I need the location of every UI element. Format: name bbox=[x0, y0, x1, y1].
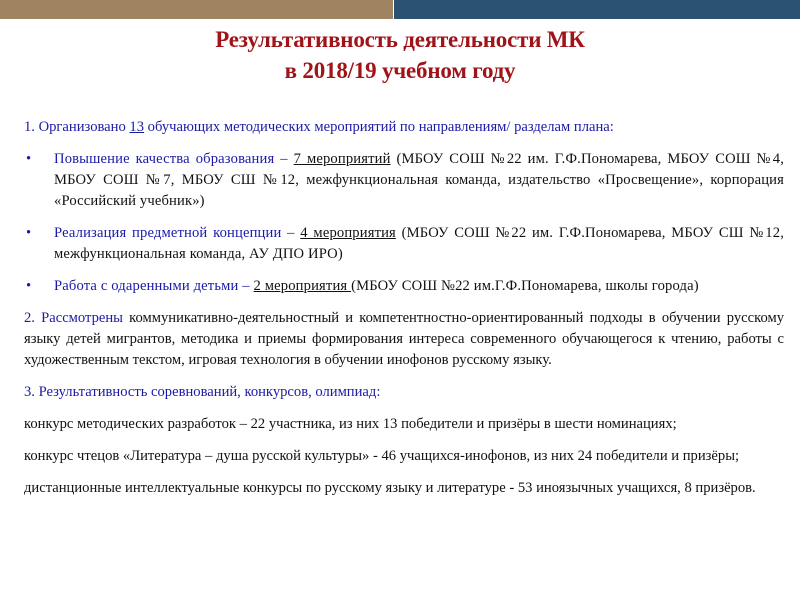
contest-item: конкурс методических разработок – 22 участника, из них 13 победители и призёры в шести номинациях; bbox=[24, 416, 677, 432]
bullet-label: Повышение качества образования – bbox=[54, 151, 294, 167]
contest-item: дистанционные интеллектуальные конкурсы по русскому языку и литературе - 53 иноязычных учащихся, 8 призёров. bbox=[24, 480, 756, 496]
bullet-icon: • bbox=[26, 225, 32, 241]
slide-content bbox=[24, 117, 784, 510]
header-bar-left bbox=[0, 0, 393, 19]
page-title bbox=[0, 24, 800, 86]
list-item bbox=[24, 276, 784, 297]
bullet-details: (МБОУ СОШ №22 им.Г.Ф.Пономарева, школы города) bbox=[351, 278, 699, 294]
contest-item: конкурс чтецов «Литература – душа русской культуры» - 46 учащихся-инофонов, из них 24 победители и призёры; bbox=[24, 448, 740, 464]
list-item bbox=[24, 223, 784, 265]
title-line-1: Результативность деятельности МК bbox=[215, 27, 585, 52]
bullet-label: Реализация предметной концепции – bbox=[54, 225, 301, 241]
bullet-icon: • bbox=[26, 151, 32, 167]
title-line-2: в 2018/19 учебном году bbox=[284, 58, 516, 83]
section-2-prefix: 2. Рассмотрены bbox=[24, 310, 123, 326]
header-bar-right bbox=[394, 0, 800, 19]
section-1-count: 13 bbox=[129, 119, 145, 135]
section-2 bbox=[24, 308, 784, 371]
section-3-heading: 3. Результативность соревнований, конкурсов, олимпиад: bbox=[24, 384, 381, 400]
bullet-count: 7 мероприятий bbox=[293, 151, 391, 167]
bullet-details: (МБОУ СОШ №22 им. Г.Ф.Пономарева, МБОУ СШ №12, межфункциональная команда, АУ ДПО ИРО) bbox=[54, 225, 784, 262]
bullet-count: 4 мероприятия bbox=[300, 225, 396, 241]
section-1-prefix: 1. Организовано bbox=[24, 119, 130, 135]
section-2-text: коммуникативно-деятельностный и компетентностно-ориентированный подходы в обучении русскому языку детей мигрантов, методика и приемы формирования интереса современного обучающегося к чтению, работы с художественным текстом, игровая технология в обучении инофонов русскому языку. bbox=[24, 310, 784, 368]
section-1-suffix: обучающих методических мероприятий по направлениям/ разделам плана: bbox=[144, 119, 614, 135]
bullet-count: 2 мероприятия bbox=[253, 278, 352, 294]
list-item bbox=[24, 149, 784, 212]
bullet-label: Работа с одаренными детьми – bbox=[54, 278, 254, 294]
section-1-heading bbox=[24, 117, 784, 138]
bullet-icon: • bbox=[26, 278, 32, 294]
bullet-details: (МБОУ СОШ №22 им. Г.Ф.Пономарева, МБОУ СОШ №4, МБОУ СОШ №7, МБОУ СШ №12, межфункциональная команда, издательство «Просвещение», корпорация «Российский учебник») bbox=[54, 151, 784, 209]
